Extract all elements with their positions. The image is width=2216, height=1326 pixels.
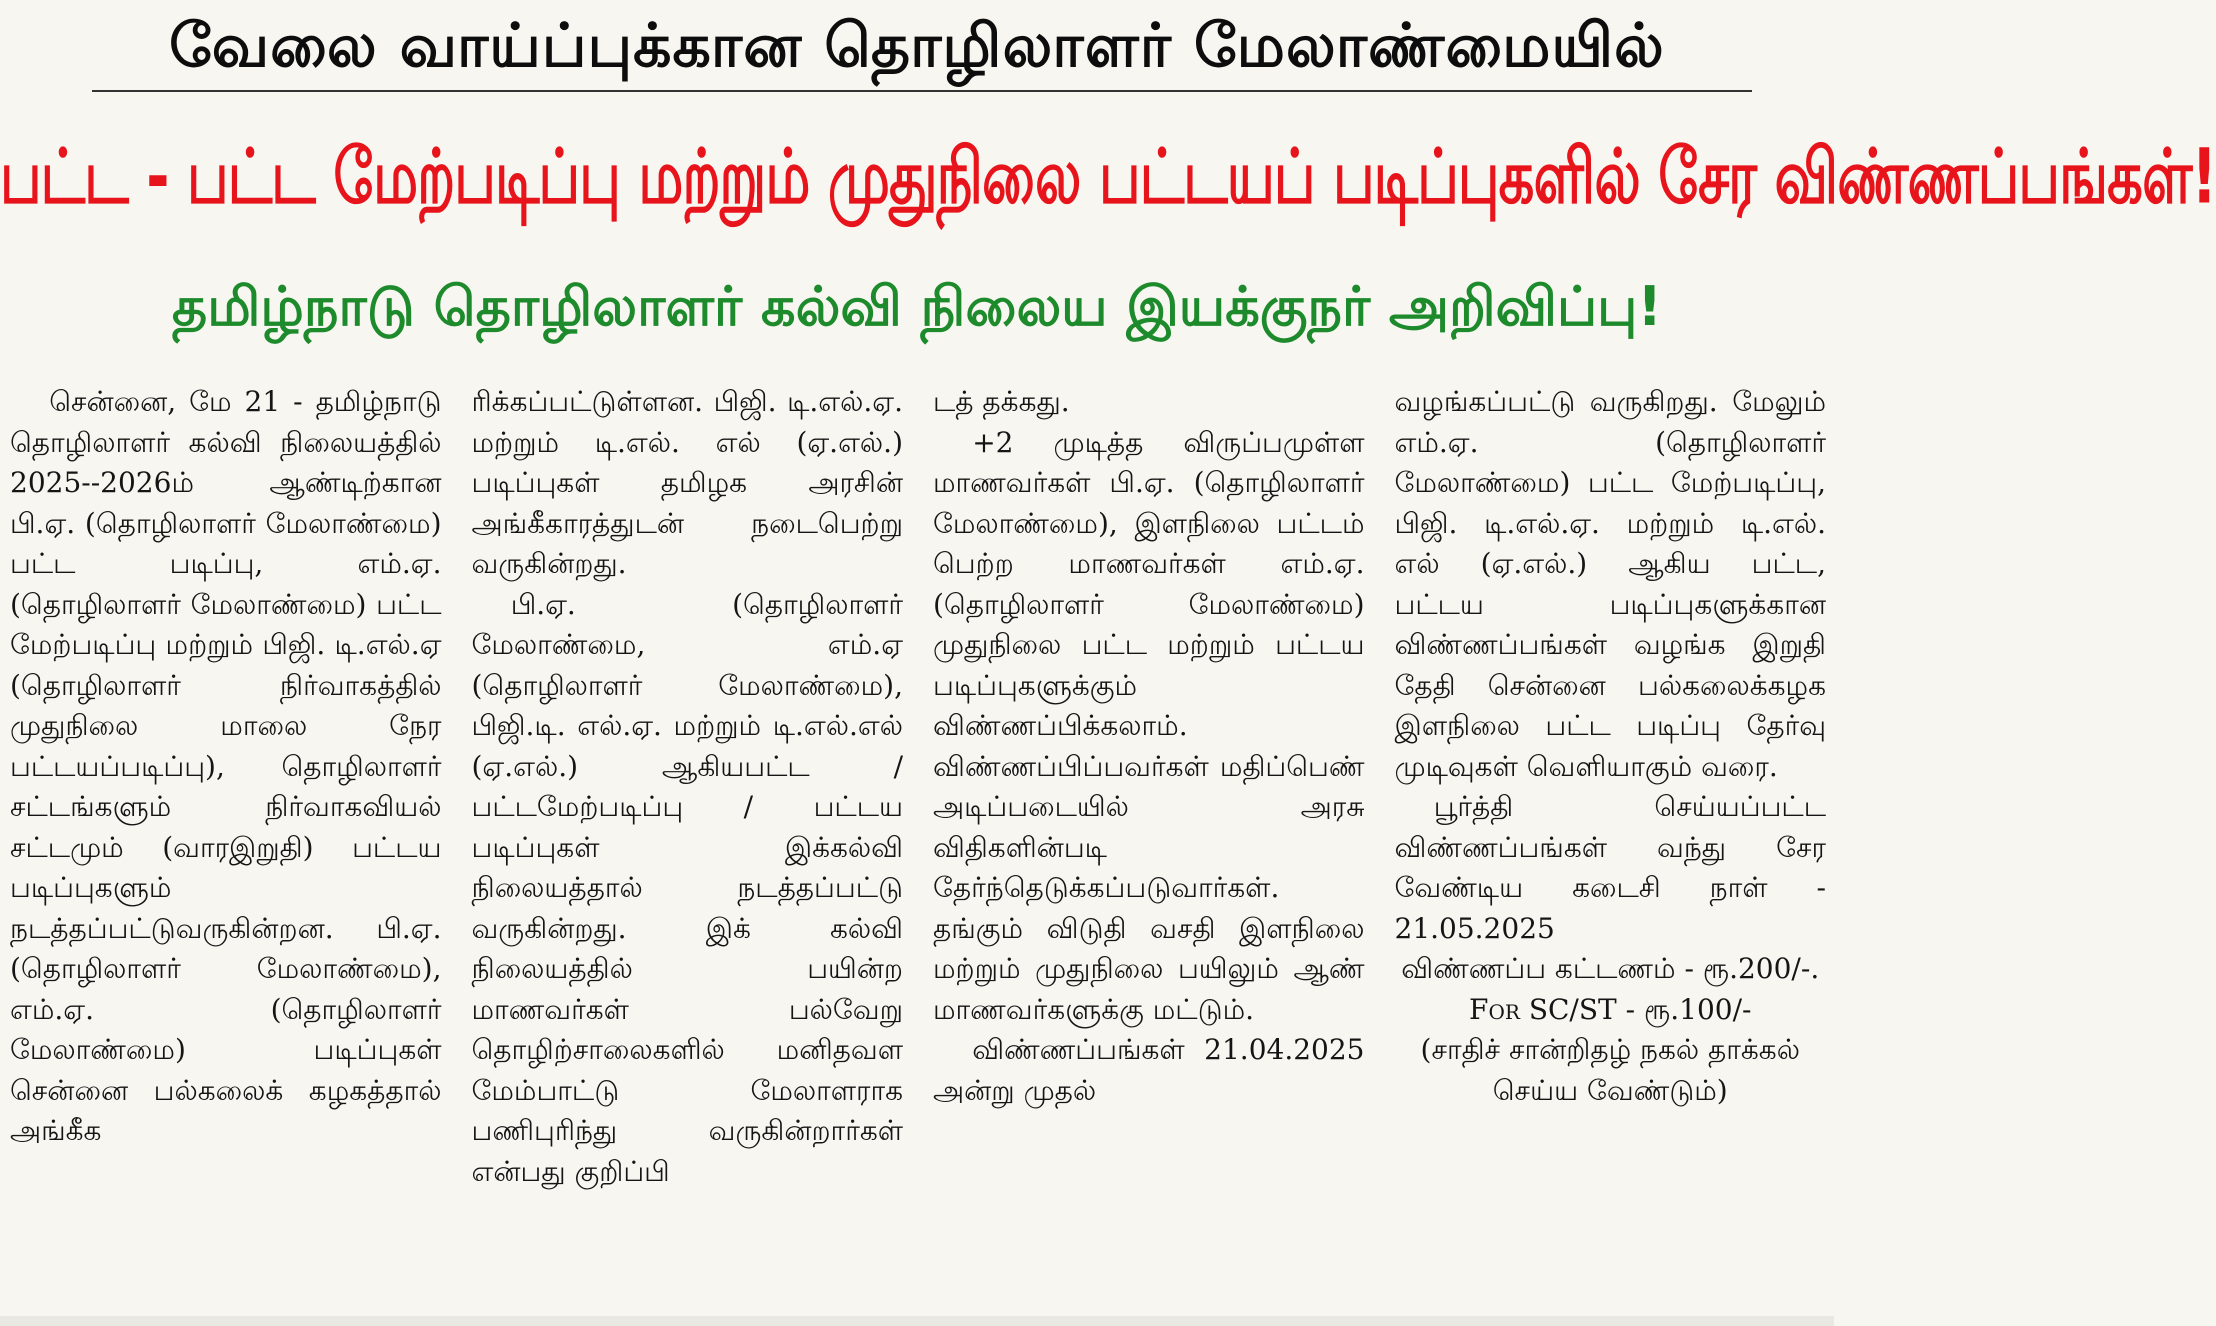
column-3 (933, 382, 1365, 1312)
paragraph: ரிக்கப்பட்டுள்ளன. பிஜி. டி.எல்.ஏ. மற்றும் டி.எல். எல் (ஏ.எல்.) படிப்புகள் தமிழக அரசின் அங்கீகாரத்துடன் நடைபெற்று வருகின்றது. (471, 385, 903, 580)
paragraph: சென்னை, மே 21 - தமிழ்நாடு தொழிலாளர் கல்வி நிலையத்தில் 2025--2026ம் ஆண்டிற்கான பி.ஏ. (தொழிலாளர் மேலாண்மை) பட்ட படிப்பு, எம்.ஏ. (தொழிலாளர் மேலாண்மை) பட்ட மேற்படிப்பு மற்றும் பிஜி. டி.எல்.ஏ (தொழிலாளர் நிர்வாகத்தில் முதுநிலை மாலை நேர பட்டயப்படிப்பு), தொழிலாளர் சட்டங்களும் நிர்வாகவியல் சட்டமும் (வாரஇறுதி) பட்டய படிப்புகளும் நடத்தப்பட்டுவருகின்றன. பி.ஏ. (தொழிலாளர் மேலாண்மை), எம்.ஏ. (தொழிலாளர் மேலாண்மை) படிப்புகள் சென்னை பல்கலைக் கழகத்தால் அங்கீக (10, 385, 442, 1147)
column-4 (1395, 382, 1827, 1312)
application-fee: விண்ணப்ப கட்டணம் - ரூ.200/-. (1401, 952, 1820, 985)
column-1 (10, 382, 442, 1312)
page-bottom-edge (0, 1316, 1834, 1326)
kicker-heading: வேலை வாய்ப்புக்கான தொழிலாளர் மேலாண்மையில் (169, 11, 1665, 81)
paragraph: விண்ணப்பங்கள் 21.04.2025 அன்று முதல் (933, 1033, 1365, 1107)
heading-divider (92, 90, 1752, 92)
article-body (10, 382, 1826, 1312)
column-2 (472, 382, 904, 1312)
paragraph: +2 முடித்த விருப்பமுள்ள மாணவர்கள் பி.ஏ. (தொழிலாளர் மேலாண்மை), இளநிலை பட்டம் பெற்ற மாணவர்கள் எம்.ஏ. (தொழிலாளர் மேலாண்மை) முதுநிலை பட்ட மற்றும் பட்டய படிப்புகளுக்கும் விண்ணப்பிக்கலாம். விண்ணப்பிப்பவர்கள் மதிப்பெண் அடிப்படையில் அரசு விதிகளின்படி தேர்ந்தெடுக்கப்படுவார்கள். தங்கும் விடுதி வசதி இளநிலை மற்றும் முதுநிலை பயிலும் ஆண் மாணவர்களுக்கு மட்டும். (933, 425, 1365, 1026)
certificate-note: (சாதிச் சான்றிதழ் நகல் தாக்கல் செய்ய வேண்டும்) (1420, 1033, 1800, 1107)
paragraph: வழங்கப்பட்டு வருகிறது. மேலும் எம்.ஏ. (தொழிலாளர் மேலாண்மை) பட்ட மேற்படிப்பு, பிஜி. டி.எல்.ஏ. மற்றும் டி.எல். எல் (ஏ.எல்.) ஆகிய பட்ட, பட்டய படிப்புகளுக்கான விண்ணப்பங்கள் வழங்க இறுதி தேதி சென்னை பல்கலைக்கழக இளநிலை பட்ட படிப்பு தேர்வு முடிவுகள் வெளியாகும் வரை. (1394, 385, 1826, 783)
paragraph: பூர்த்தி செய்யப்பட்ட விண்ணப்பங்கள் வந்து சேர வேண்டிய கடைசி நாள் - 21.05.2025 (1394, 790, 1826, 945)
main-headline: பட்ட - பட்ட மேற்படிப்பு மற்றும் முதுநிலை பட்டயப் படிப்புகளில் சேர விண்ணப்பங்கள்! (0, 133, 2216, 222)
sub-headline: தமிழ்நாடு தொழிலாளர் கல்வி நிலைய இயக்குநர் அறிவிப்பு! (172, 275, 1662, 338)
paragraph: டத் தக்கது. (933, 385, 1070, 418)
sc-st-fee: For SC/ST - ரூ.100/- (1469, 992, 1752, 1026)
paragraph: பி.ஏ. (தொழிலாளர் மேலாண்மை, எம்.ஏ (தொழிலாளர் மேலாண்மை), பிஜி.டி. எல்.ஏ. மற்றும் டி.எல்.எல் (ஏ.எல்.) ஆகியபட்ட / பட்டமேற்படிப்பு / பட்டய படிப்புகள் இக்கல்வி நிலையத்தால் நடத்தப்பட்டு வருகின்றது. இக் கல்வி நிலையத்தில் பயின்ற மாணவர்கள் பல்வேறு தொழிற்சாலைகளில் மனிதவள மேம்பாட்டு மேலாளராக பணிபுரிந்து வருகின்றார்கள் என்பது குறிப்பி (471, 587, 903, 1188)
